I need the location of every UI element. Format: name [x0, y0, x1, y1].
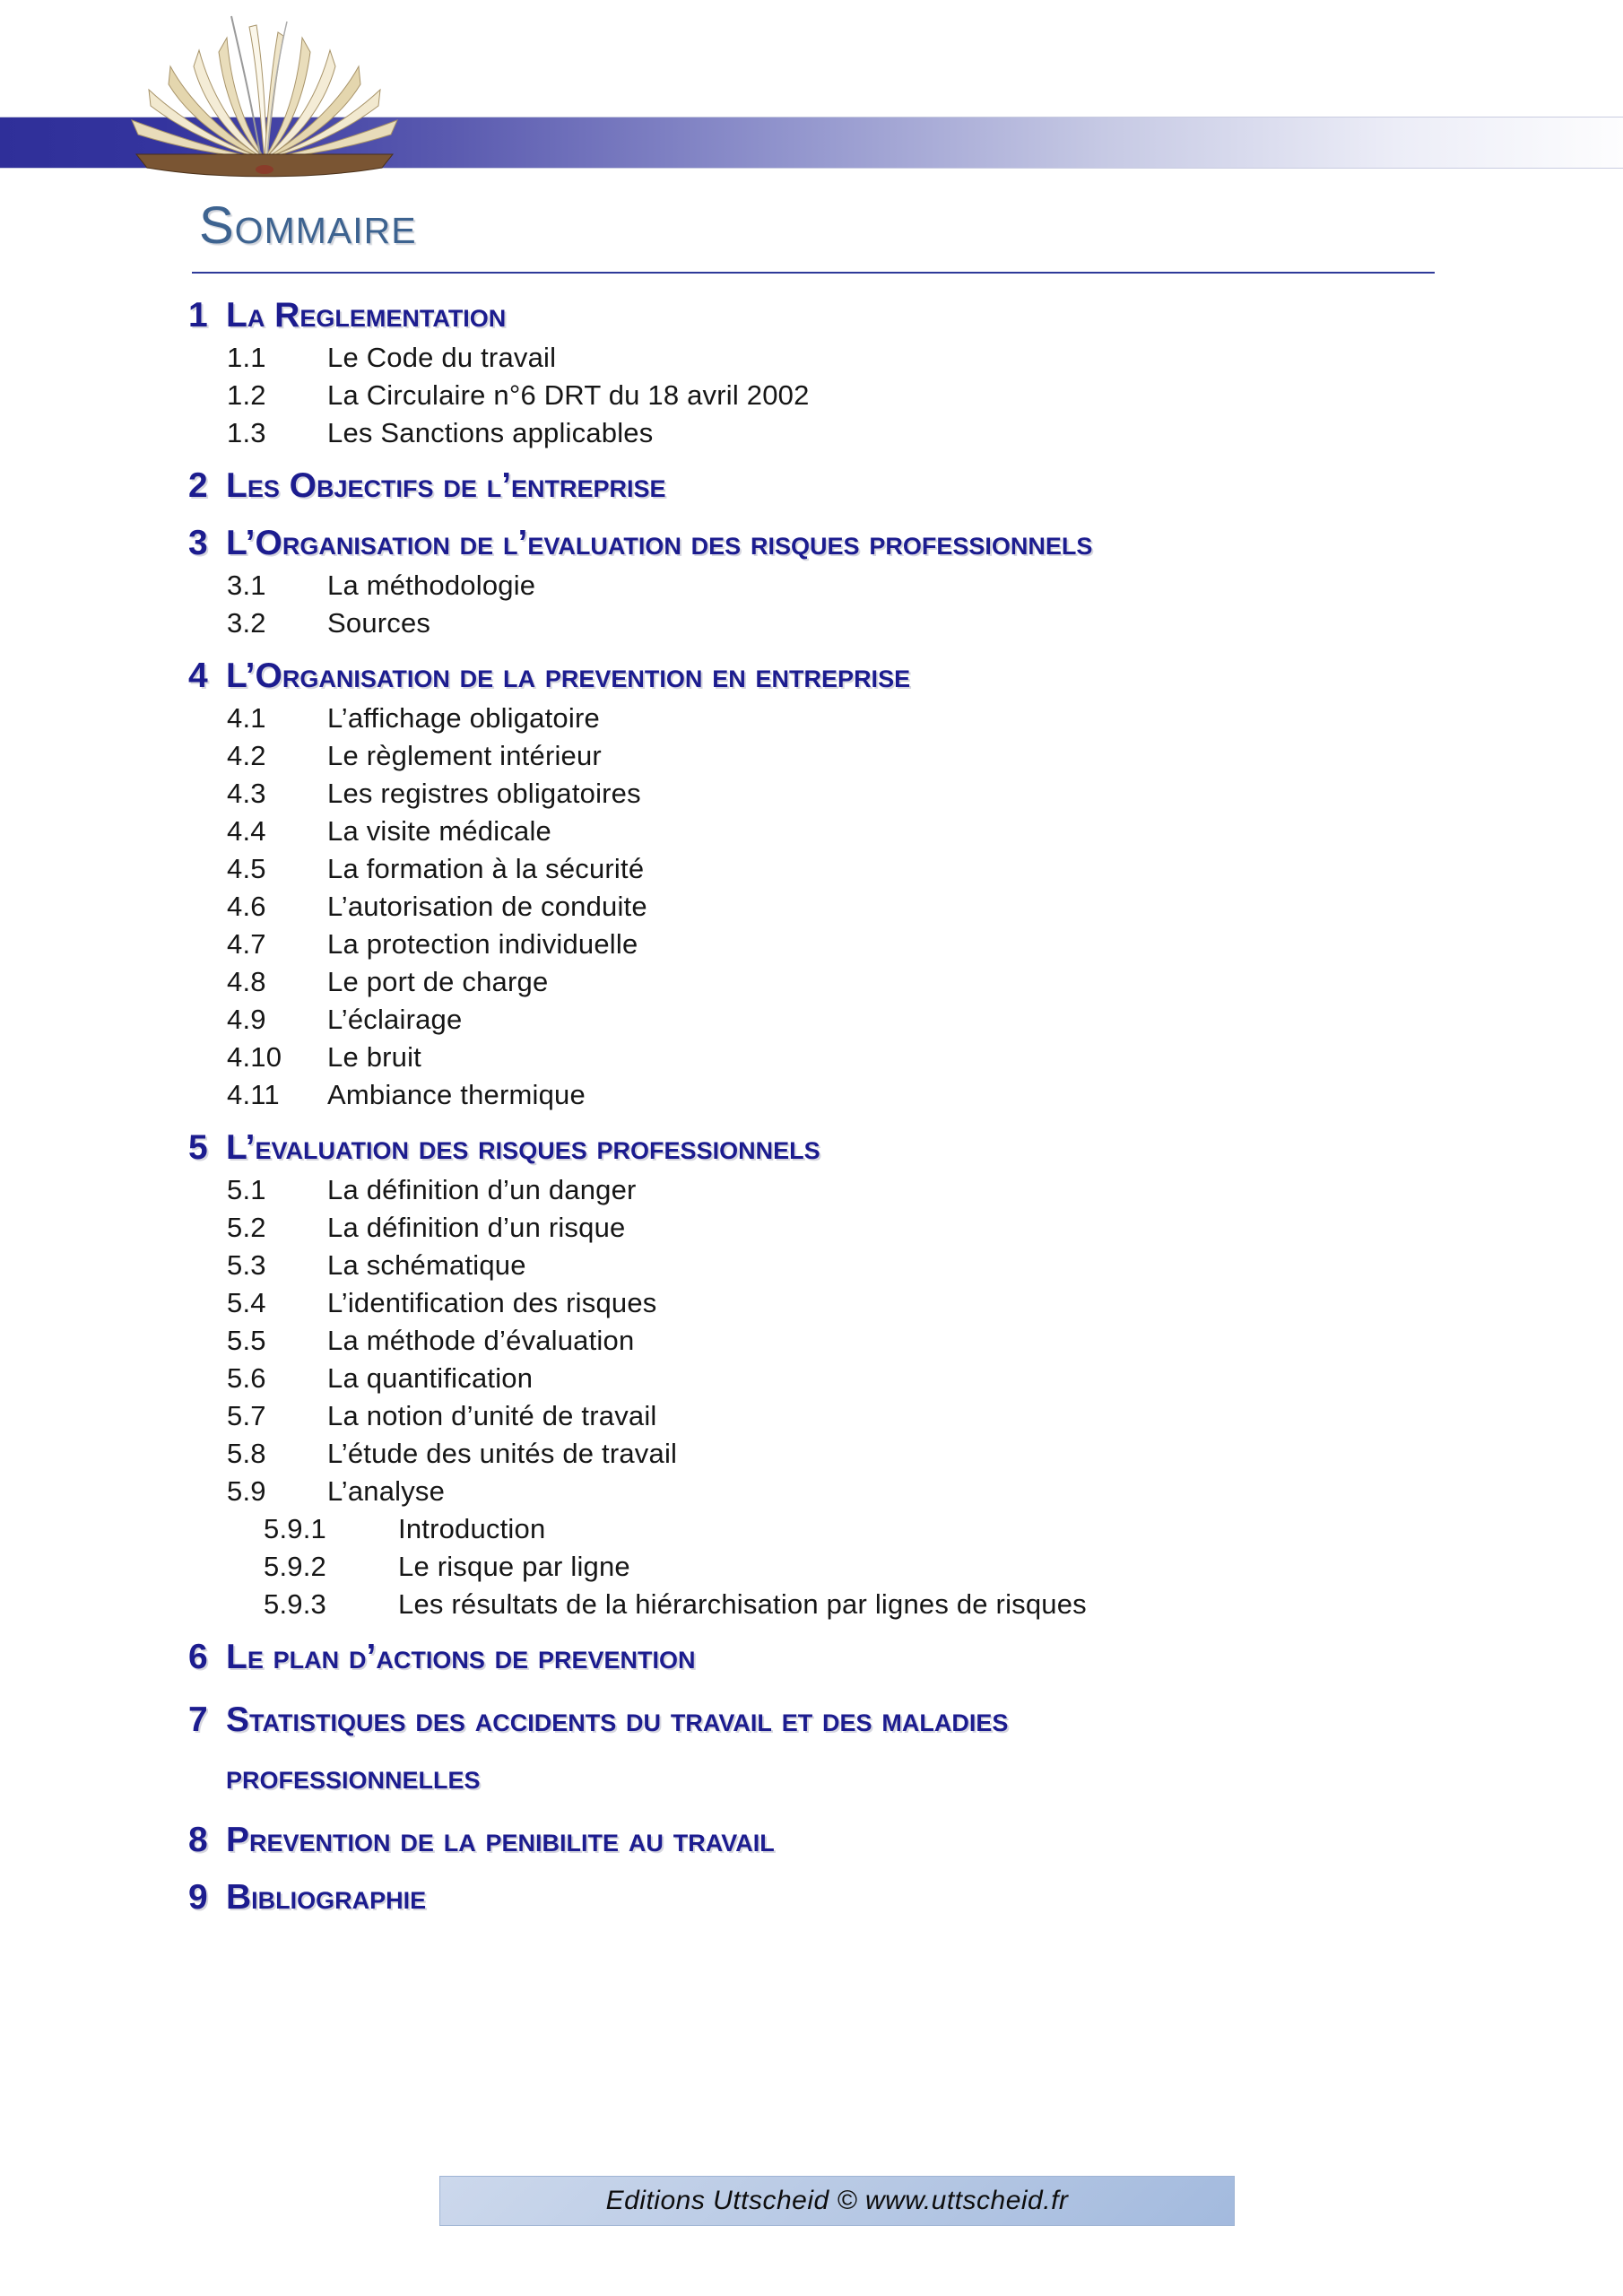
toc-item-number: 4.4: [227, 815, 266, 847]
toc-item-label: Le risque par ligne: [398, 1551, 630, 1582]
toc-item: [0, 1284, 1623, 1322]
toc-section-title: Le plan d’actions de prevention: [226, 1638, 696, 1676]
toc-item-label: L’étude des unités de travail: [327, 1438, 678, 1469]
toc-item-number: 5.2: [227, 1212, 266, 1243]
toc-section-heading: [0, 1634, 1623, 1681]
toc-item-label: Ambiance thermique: [327, 1079, 586, 1110]
toc-item: [0, 1247, 1623, 1284]
toc-item-number: 4.2: [227, 740, 266, 771]
toc-item-label: Le bruit: [327, 1041, 421, 1073]
toc-item-number: 4.6: [227, 891, 266, 922]
toc-item: [0, 737, 1623, 775]
toc-item-label: L’éclairage: [327, 1004, 463, 1035]
toc-section-heading: [0, 1692, 1623, 1806]
toc-item-label: Sources: [327, 607, 431, 639]
toc-section-title: Statistiques des accidents du travail et des maladies professionnelles: [226, 1700, 1009, 1796]
toc-section-title: La Reglementation: [226, 296, 507, 335]
toc-item-number: 4.1: [227, 702, 266, 734]
toc-item-label: La définition d’un risque: [327, 1212, 626, 1243]
toc-section-heading: [0, 520, 1623, 567]
toc-item-number: 4.7: [227, 928, 266, 960]
toc-item-number: 5.5: [227, 1325, 266, 1356]
toc-item-number: 1.2: [227, 379, 266, 411]
toc-item: [0, 775, 1623, 813]
toc-section-heading: [0, 1817, 1623, 1864]
toc-section-title: L’Organisation de l’evaluation des risques professionnels: [226, 524, 1093, 562]
toc-item-number: 1.3: [227, 417, 266, 448]
toc-section-heading: [0, 463, 1623, 509]
toc-item: [0, 926, 1623, 963]
toc-item-number: 4.3: [227, 778, 266, 809]
toc-item-number: 5.3: [227, 1249, 266, 1281]
toc-item: [0, 339, 1623, 377]
toc-section-heading: [0, 1874, 1623, 1921]
toc-item-label: La notion d’unité de travail: [327, 1400, 657, 1431]
footer-text: Editions Uttscheid © www.uttscheid.fr: [605, 2186, 1069, 2215]
toc-item-number: 4.9: [227, 1004, 266, 1035]
toc-item: [0, 813, 1623, 850]
toc-item-label: La formation à la sécurité: [327, 853, 645, 884]
toc-item-label: Les registres obligatoires: [327, 778, 641, 809]
toc-subitem: [0, 1510, 1623, 1548]
toc-item: [0, 1001, 1623, 1039]
toc-item: [0, 1473, 1623, 1510]
toc-item: [0, 850, 1623, 888]
toc-item-label: La schématique: [327, 1249, 526, 1281]
toc-item: [0, 604, 1623, 642]
title-divider: [192, 272, 1435, 274]
toc-item-number: 5.9.2: [264, 1551, 326, 1582]
toc-item-number: 4.8: [227, 966, 266, 997]
toc-section-number: 5: [188, 1128, 208, 1167]
toc-item-label: La méthodologie: [327, 570, 536, 601]
toc-item-label: Le port de charge: [327, 966, 549, 997]
toc-item-number: 5.9.1: [264, 1513, 326, 1544]
toc-item-number: 5.4: [227, 1287, 266, 1318]
page-title: Sommaire: [199, 196, 417, 255]
toc-section-title: L’Organisation de la prevention en entreprise: [226, 657, 911, 695]
toc-item-number: 1.1: [227, 342, 266, 373]
toc-item-label: La protection individuelle: [327, 928, 638, 960]
toc-section-title: Les Objectifs de l’entreprise: [226, 466, 666, 505]
toc-item: [0, 377, 1623, 414]
toc-section-heading: [0, 653, 1623, 700]
toc-item: [0, 1171, 1623, 1209]
toc-item-label: Les résultats de la hiérarchisation par lignes de risques: [398, 1588, 1087, 1620]
toc-item: [0, 567, 1623, 604]
toc-item-label: L’affichage obligatoire: [327, 702, 600, 734]
toc-section-number: 2: [188, 466, 208, 505]
toc-item-label: Introduction: [398, 1513, 546, 1544]
toc-item-number: 5.9: [227, 1475, 266, 1507]
toc-item-label: Les Sanctions applicables: [327, 417, 654, 448]
toc-item-number: 5.1: [227, 1174, 266, 1205]
toc-item: [0, 700, 1623, 737]
toc-item-label: La quantification: [327, 1362, 534, 1394]
toc-item-label: L’identification des risques: [327, 1287, 657, 1318]
toc-item: [0, 1360, 1623, 1397]
toc-item-number: 3.2: [227, 607, 266, 639]
table-of-contents: [0, 282, 1623, 1921]
toc-item-number: 5.6: [227, 1362, 266, 1394]
toc-item-number: 3.1: [227, 570, 266, 601]
toc-section-number: 8: [188, 1821, 208, 1859]
toc-section-title: Prevention de la penibilite au travail: [226, 1821, 775, 1859]
toc-subitem: [0, 1586, 1623, 1623]
toc-item-label: La définition d’un danger: [327, 1174, 637, 1205]
toc-section-number: 7: [188, 1700, 208, 1739]
toc-item: [0, 1397, 1623, 1435]
toc-section-number: 3: [188, 524, 208, 562]
toc-item-label: La visite médicale: [327, 815, 551, 847]
open-book-icon: [126, 11, 404, 190]
toc-item-label: Le Code du travail: [327, 342, 557, 373]
toc-item-label: L’autorisation de conduite: [327, 891, 647, 922]
toc-item-label: La méthode d’évaluation: [327, 1325, 635, 1356]
toc-section-heading: [0, 292, 1623, 339]
footer-banner: [439, 2176, 1235, 2226]
toc-section-title: L’evaluation des risques professionnels: [226, 1128, 820, 1167]
toc-item-number: 4.10: [227, 1041, 282, 1073]
toc-section-number: 1: [188, 296, 208, 335]
toc-item-number: 4.5: [227, 853, 266, 884]
toc-item: [0, 888, 1623, 926]
toc-item: [0, 1209, 1623, 1247]
toc-item-label: L’analyse: [327, 1475, 446, 1507]
toc-item: [0, 414, 1623, 452]
toc-item-label: Le règlement intérieur: [327, 740, 602, 771]
toc-subitem: [0, 1548, 1623, 1586]
toc-item: [0, 1039, 1623, 1076]
toc-section-number: 9: [188, 1878, 208, 1917]
toc-item-number: 5.8: [227, 1438, 266, 1469]
toc-item-number: 5.9.3: [264, 1588, 326, 1620]
toc-item: [0, 1435, 1623, 1473]
toc-item: [0, 1076, 1623, 1114]
toc-section-heading: [0, 1125, 1623, 1171]
toc-item-label: La Circulaire n°6 DRT du 18 avril 2002: [327, 379, 810, 411]
toc-section-title: Bibliographie: [226, 1878, 427, 1917]
toc-section-number: 6: [188, 1638, 208, 1676]
toc-item: [0, 1322, 1623, 1360]
toc-item-number: 5.7: [227, 1400, 266, 1431]
toc-section-number: 4: [188, 657, 208, 695]
toc-item: [0, 963, 1623, 1001]
toc-item-number: 4.11: [227, 1079, 280, 1110]
